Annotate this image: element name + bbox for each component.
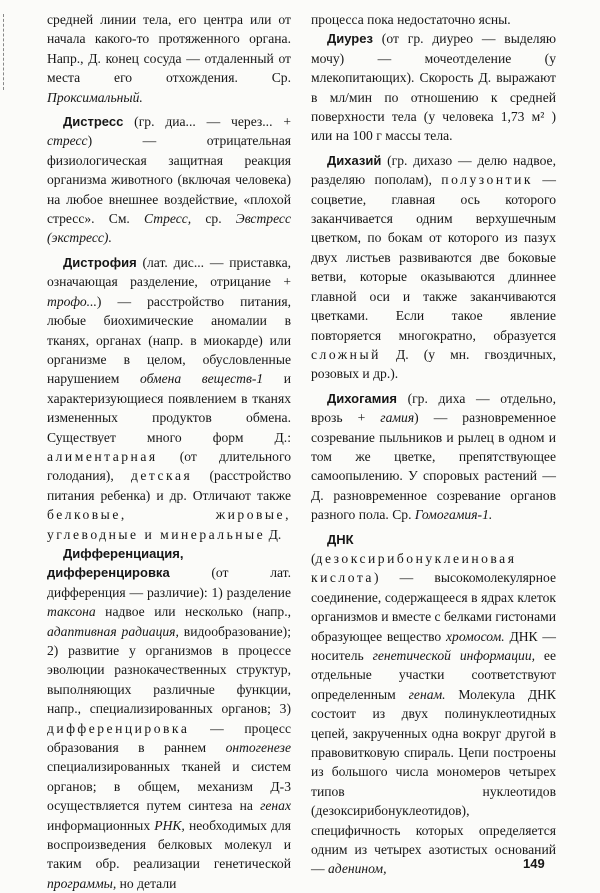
- entry-headword: Дихогамия: [327, 390, 397, 406]
- cross-reference: аденином,: [328, 861, 387, 877]
- body-text: Д. (у мн. гвоздичных, розовых и др.).: [311, 346, 556, 382]
- body-text: ср.: [191, 211, 236, 227]
- body-text: ДНК — носитель: [311, 628, 556, 663]
- entry-headword: Дистрофия: [63, 254, 137, 270]
- body-text: необходимых для воспроизведения белковых молекул и таким обр. реализации генетической: [47, 817, 291, 872]
- cross-reference: Эвстресс (экстресс).: [47, 211, 291, 246]
- cross-reference: генах: [260, 798, 291, 814]
- body-text: и характеризующиеся появлением в тканях измененных продуктов обмена. Существует много форм Д.:: [47, 371, 291, 445]
- cross-reference: Гомогамия-1.: [414, 507, 493, 523]
- cross-reference: программы,: [47, 875, 117, 891]
- cross-reference: Стресс,: [144, 211, 192, 227]
- entry-dystrophy: [47, 253, 291, 544]
- entry-continuation: [47, 10, 291, 107]
- left-column: [47, 10, 291, 893]
- cross-reference: адаптивная радиация,: [47, 623, 179, 639]
- entry-headword: Дистресс: [63, 114, 124, 130]
- spaced-term: полузонтик: [441, 172, 533, 188]
- body-text: (расстройство питания ребенка) и др. Отличают также: [47, 468, 291, 503]
- entry-dichogamy: [311, 389, 556, 525]
- body-text: Молекула ДНК состоит из двух полинуклеотидных цепей, закрученных одна вокруг другой в правовитковую спираль. Цепи построены из большого числа мономеров четырех типов нуклеотидов (дезоксирибонуклеотидов), специфичность которых определяется одним из четырех азотистых оснований —: [311, 686, 556, 877]
- body-text: видообразование); 2) развитие у организмов в процессе эволюции разнокачественных структур, выполняющих различные функции, напр., специализированных органов; 3): [47, 623, 291, 717]
- cross-reference: стресс: [47, 133, 88, 149]
- entry-headword: Дифференциация, дифференцировка: [47, 545, 184, 581]
- entry-continuation: [311, 10, 556, 29]
- body-text: ) — высокомолекулярное соединение, содержащееся в ядрах клеток организмов и вместе с белками гистонами образующее вещество: [311, 570, 556, 644]
- body-text: информационных: [47, 817, 155, 833]
- body-text: (от длительного голодания),: [47, 448, 291, 484]
- body-text: (: [311, 550, 316, 566]
- cross-reference: гамия: [380, 410, 415, 426]
- cross-reference: генам.: [408, 686, 446, 702]
- binding-margin-mark: [3, 14, 6, 90]
- cross-reference: онтогенезе: [225, 740, 291, 756]
- spaced-term: дифференцировка: [47, 720, 190, 736]
- body-text: (лат. дис... — приставка, означающая разделение, отрицание +: [47, 254, 291, 290]
- body-text: (от лат. дифференция — различие): 1) разделение: [47, 565, 291, 600]
- entry-dna: [311, 530, 556, 879]
- body-text: (гр. дихазо — делю надвое, разделяю пополам),: [311, 152, 556, 188]
- spaced-term: детская: [130, 468, 193, 484]
- entry-dichasium: [311, 151, 556, 384]
- page-number: 149: [523, 856, 545, 871]
- spaced-term: сложный: [311, 346, 381, 362]
- spaced-term: алиментарная: [47, 448, 158, 464]
- entry-diuresis: [311, 29, 556, 145]
- body-text: средней линии тела, его центра или от начала какого-то протяженного органа. Напр., Д. конец сосуда — отдаленный от места его отхождения. Ср.: [47, 12, 291, 86]
- body-text: процесса пока недостаточно ясны.: [311, 12, 511, 27]
- cross-reference: Проксимальный.: [47, 89, 143, 105]
- body-text: ее отдельные участки соответствуют определенным: [311, 648, 556, 702]
- body-text: Д.: [265, 526, 282, 542]
- cross-reference: генетической информации,: [372, 648, 536, 663]
- body-text: — процесс образования в раннем: [47, 720, 291, 756]
- body-text: — соцветие, главная ось которого заканчивается одним верхушечным цветком, по бокам от которого из пазух двух листьев развиваются две боковые ветви, которые оказываются длиннее главной оси и также заканчиваются цветками. Если такое явление повторяется многократно, образуется: [311, 172, 556, 343]
- entry-headword: ДНК: [327, 531, 354, 547]
- entry-headword: Дихазий: [327, 152, 382, 168]
- cross-reference: хромосом.: [446, 628, 505, 644]
- body-text: ) — расстройство питания, любые биохимические аномалии в тканях, органах (напр. в миокарде) или организме в целом, обусловленные нарушением: [47, 293, 291, 387]
- body-text: но детали: [116, 875, 177, 891]
- cross-reference: обмена веществ-1: [139, 371, 264, 387]
- cross-reference: трофо...: [47, 293, 97, 309]
- body-text: (гр. диха — отдельно, врозь +: [311, 390, 556, 426]
- entry-headword: Диурез: [327, 31, 373, 47]
- cross-reference: таксона: [47, 604, 96, 620]
- spaced-term: дезоксирибонуклеиновая кислота: [311, 550, 517, 586]
- right-column: [311, 10, 556, 879]
- body-text: ) — отрицательная физиологическая защитная реакция организма животного (включая человека) на любое внешнее воздействие, «плохой стресс». См.: [47, 133, 291, 227]
- body-text: ) — разновременное созревание пыльников и рылец в одном и том же цветке, препятствующее самоопылению. У споровых растений — Д. разновременное созревание органов разного пола. Ср.: [311, 410, 557, 523]
- body-text: специализированных тканей и систем органов; в общем, механизм Д-3 осуществляется путем синтеза на: [47, 759, 291, 814]
- cross-reference: РНК,: [154, 817, 185, 833]
- spaced-term: белковые, жировые, углеводные и минеральные: [47, 507, 291, 542]
- body-text: (от гр. диурео — выделяю мочу) — мочеотделение (у млекопитающих). Скорость Д. выражают в мл/мин по отношению к средней поверхности тела (у человека 1,73 м² ) или на 100 г массы тела.: [311, 31, 556, 144]
- entry-differentiation: [47, 544, 291, 893]
- body-text: надвое или несколько (напр.,: [95, 604, 291, 620]
- entry-distress: [47, 112, 291, 248]
- body-text: (гр. диа... — через... +: [123, 114, 291, 130]
